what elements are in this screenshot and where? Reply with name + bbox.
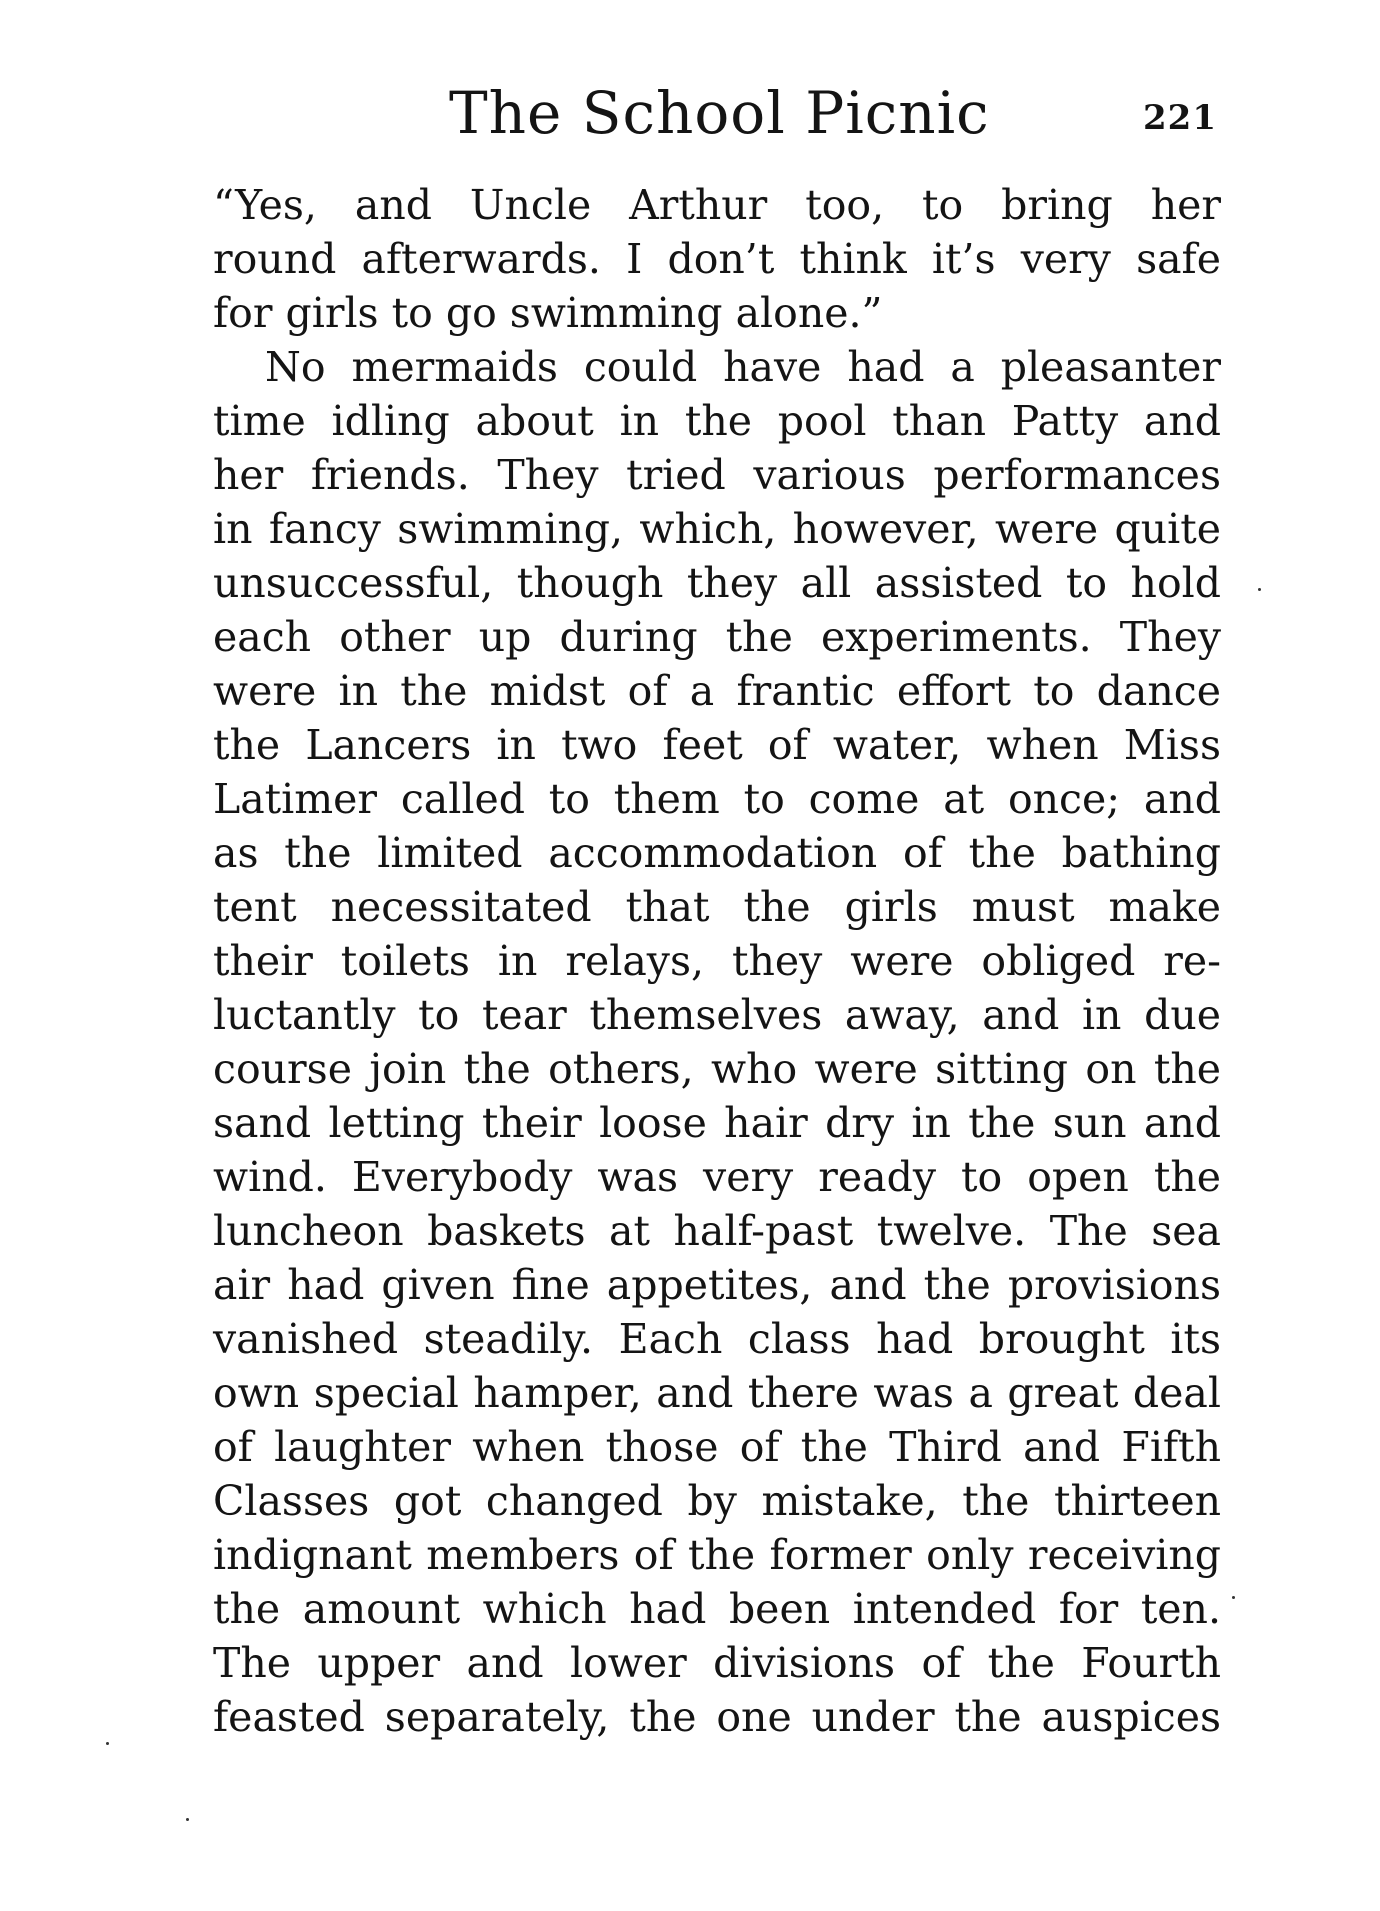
- text-line: time idling about in the pool than Patty and: [213, 397, 1221, 445]
- text-line: tent necessitated that the girls must make: [213, 883, 1221, 931]
- text-line: the Lancers in two feet of water, when Miss: [213, 721, 1221, 769]
- print-speck: [1258, 588, 1261, 591]
- text-line: air had given fine appetites, and the provisions: [213, 1261, 1221, 1309]
- text-line: round afterwards. I don’t think it’s very safe: [213, 235, 1221, 283]
- text-line: her friends. They tried various performances: [213, 451, 1221, 499]
- text-line: The upper and lower divisions of the Fourth: [213, 1639, 1221, 1687]
- chapter-title: The School Picnic: [449, 79, 990, 147]
- text-line: course join the others, who were sitting on the: [213, 1045, 1221, 1093]
- text-line: wind. Everybody was very ready to open the: [213, 1153, 1221, 1201]
- text-line: luncheon baskets at half-past twelve. The sea: [213, 1207, 1221, 1255]
- text-line: each other up during the experiments. They: [213, 613, 1221, 661]
- text-line: luctantly to tear themselves away, and in due: [213, 991, 1221, 1039]
- text-line: unsuccessful, though they all assisted to hold: [213, 559, 1221, 607]
- print-speck: [106, 1742, 109, 1745]
- page-number: 221: [1143, 98, 1217, 138]
- text-line: own special hamper, and there was a great deal: [213, 1369, 1221, 1417]
- print-speck: [186, 1818, 189, 1821]
- text-line: vanished steadily. Each class had brought its: [213, 1315, 1221, 1363]
- text-line: feasted separately, the one under the auspices: [213, 1693, 1221, 1741]
- text-line: No mermaids could have had a pleasanter: [265, 343, 1221, 391]
- text-line: Latimer called to them to come at once; and: [213, 775, 1221, 823]
- text-line: in fancy swimming, which, however, were quite: [213, 505, 1221, 553]
- text-line: of laughter when those of the Third and Fifth: [213, 1423, 1221, 1471]
- text-line: “Yes, and Uncle Arthur too, to bring her: [213, 181, 1221, 229]
- text-line: their toilets in relays, they were obliged re-: [213, 937, 1221, 985]
- text-line: sand letting their loose hair dry in the sun and: [213, 1099, 1221, 1147]
- text-line: the amount which had been intended for ten.: [213, 1585, 1221, 1633]
- text-line: indignant members of the former only receiving: [213, 1531, 1221, 1579]
- text-line: as the limited accommodation of the bathing: [213, 829, 1221, 877]
- text-line: Classes got changed by mistake, the thirteen: [213, 1477, 1221, 1525]
- text-line: for girls to go swimming alone.”: [213, 289, 883, 337]
- running-head: [0, 78, 1380, 148]
- body-text: [213, 178, 1221, 1744]
- text-line: were in the midst of a frantic effort to dance: [213, 667, 1221, 715]
- print-speck: [1232, 1596, 1235, 1599]
